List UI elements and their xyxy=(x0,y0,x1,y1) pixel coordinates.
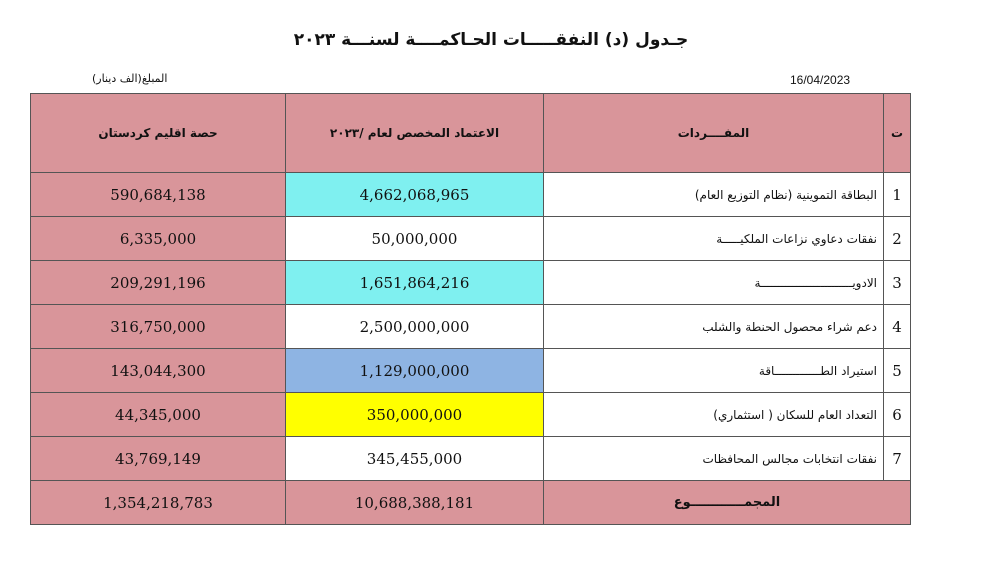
table-body xyxy=(31,173,911,481)
row-alloc: 50,000,000 xyxy=(286,217,544,261)
total-alloc: 10,688,388,181 xyxy=(286,481,544,525)
row-num: 7 xyxy=(884,437,911,481)
table-row xyxy=(31,217,911,261)
header-num: ت xyxy=(884,94,911,173)
row-item: التعداد العام للسكان ( استثماري) xyxy=(544,393,884,437)
row-item: استيراد الطـــــــــــــاقة xyxy=(544,349,884,393)
header-share: حصة اقليم كردستان xyxy=(31,94,286,173)
table-row xyxy=(31,437,911,481)
table-row xyxy=(31,393,911,437)
row-num: 4 xyxy=(884,305,911,349)
table-row xyxy=(31,173,911,217)
row-num: 2 xyxy=(884,217,911,261)
row-alloc: 4,662,068,965 xyxy=(286,173,544,217)
header-item: المفــــردات xyxy=(544,94,884,173)
row-share: 6,335,000 xyxy=(31,217,286,261)
row-num: 3 xyxy=(884,261,911,305)
table-row xyxy=(31,261,911,305)
table-row xyxy=(31,305,911,349)
row-alloc: 1,651,864,216 xyxy=(286,261,544,305)
row-share: 590,684,138 xyxy=(31,173,286,217)
row-share: 143,044,300 xyxy=(31,349,286,393)
row-alloc: 350,000,000 xyxy=(286,393,544,437)
header-alloc: الاعتماد المخصص لعام /٢٠٢٣ xyxy=(286,94,544,173)
row-share: 209,291,196 xyxy=(31,261,286,305)
row-num: 5 xyxy=(884,349,911,393)
row-item: البطاقة التموينية (نظام التوزيع العام) xyxy=(544,173,884,217)
unit-label: المبلغ(الف دينار) xyxy=(92,72,168,85)
page-title: جـدول (د) النفقـــــات الحـاكمــــة لسنـــة ٢٠٢٣ xyxy=(293,30,689,50)
row-alloc: 345,455,000 xyxy=(286,437,544,481)
row-num: 6 xyxy=(884,393,911,437)
total-share: 1,354,218,783 xyxy=(31,481,286,525)
row-share: 316,750,000 xyxy=(31,305,286,349)
row-item: دعم شراء محصول الحنطة والشلب xyxy=(544,305,884,349)
table-row xyxy=(31,349,911,393)
row-item: نفقات دعاوي نزاعات الملكيـــــة xyxy=(544,217,884,261)
expenses-table xyxy=(30,93,911,525)
total-row xyxy=(31,481,911,525)
row-item: الادويــــــــــــــــــــــــــة xyxy=(544,261,884,305)
total-label: المجمــــــــــــوع xyxy=(544,481,911,525)
row-share: 44,345,000 xyxy=(31,393,286,437)
row-share: 43,769,149 xyxy=(31,437,286,481)
row-alloc: 1,129,000,000 xyxy=(286,349,544,393)
table-header-row xyxy=(31,94,911,173)
date-label: 16/04/2023 xyxy=(790,73,851,87)
row-item: نفقات انتخابات مجالس المحافظات xyxy=(544,437,884,481)
row-num: 1 xyxy=(884,173,911,217)
row-alloc: 2,500,000,000 xyxy=(286,305,544,349)
